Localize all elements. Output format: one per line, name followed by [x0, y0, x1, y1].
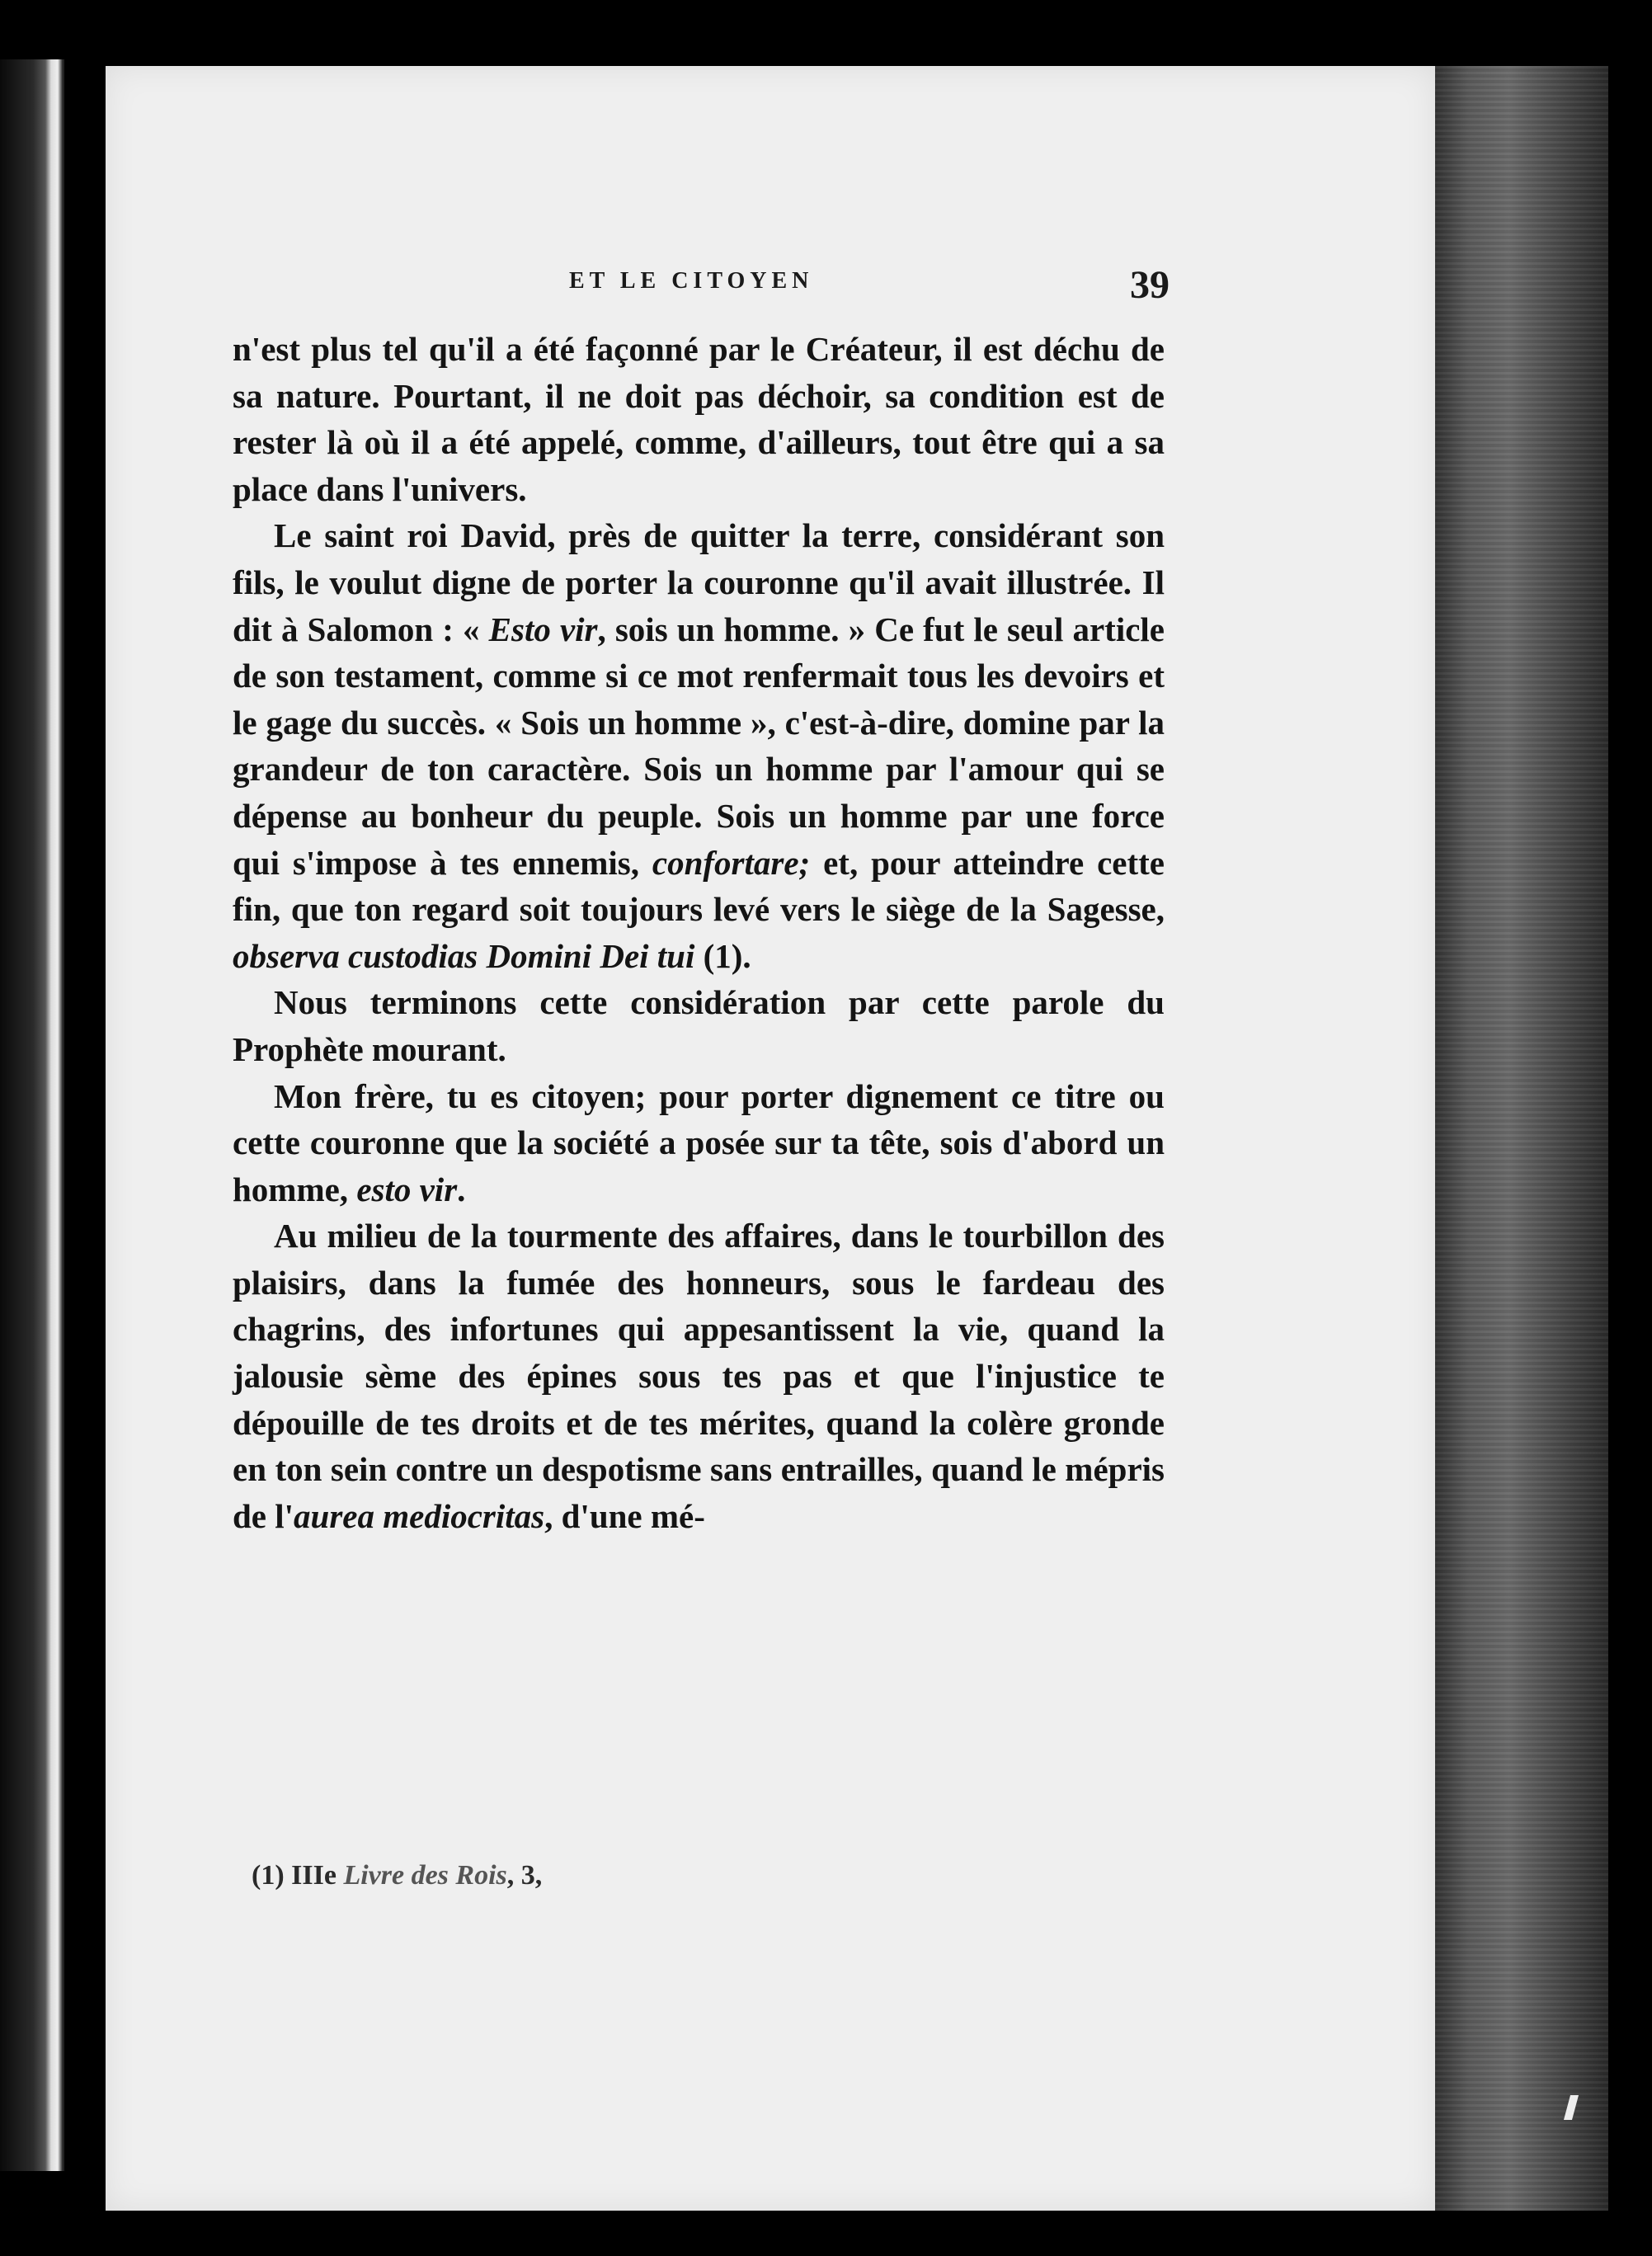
latin-phrase: Esto vir [488, 610, 598, 648]
paragraph [233, 979, 1165, 1072]
footnote-suffix: , 3, [506, 1860, 543, 1891]
text-segment: Nous terminons cette considération par cette parole du Prophète mourant. [233, 983, 1165, 1068]
text-segment: et, pour atteindre cette fin, que ton regard soit toujours levé vers le siège de la Sagesse, [233, 843, 1165, 929]
facing-page-edge [0, 59, 64, 2171]
page-number: 39 [1130, 263, 1170, 307]
latin-phrase: aurea mediocritas [294, 1496, 545, 1535]
text-segment: Le saint roi David, près de quitter la terre, considérant son fils, le voulut digne de porter la couronne qu'il avait illustrée. Il dit à Salomon : « [233, 516, 1165, 648]
latin-phrase: observa custodias Domini Dei tui [233, 936, 695, 975]
paragraph [233, 1213, 1165, 1539]
text-segment: (1). [694, 936, 751, 975]
paragraph [233, 326, 1165, 512]
footnote-title: Livre des Rois [343, 1860, 507, 1891]
text-segment: , d'une mé- [544, 1496, 705, 1535]
paragraph [233, 512, 1165, 979]
body-text [233, 326, 1165, 1539]
running-head: ET LE CITOYEN [569, 268, 814, 294]
paragraph [233, 1073, 1165, 1213]
text-segment: Mon frère, tu es citoyen; pour porter dignement ce titre ou cette couronne que la société a posée sur ta tête, sois d'abord un homme, [233, 1076, 1165, 1208]
text-segment: n'est plus tel qu'il a été façonné par le Créateur, il est déchu de sa nature. Pourtant, il ne doit pas déchoir, sa condition est de rester là où il a été appelé, comme, d'ailleurs, tout être qui a sa place dans l'univers. [233, 330, 1165, 508]
latin-phrase: confortare; [652, 843, 811, 882]
footnote [252, 1860, 542, 1891]
text-segment: Au milieu de la tourmente des affaires, dans le tourbillon des plaisirs, dans la fumée des honneurs, sous le fardeau des chagrins, des infortunes qui appesantissent la vie, quand la jalousie sème des épines sous tes pas et que l'injustice te dépouille de tes droits et de tes mérites, quand la colère gronde en ton sein contre un despotisme sans entrailles, quand le mépris de l' [233, 1217, 1165, 1535]
latin-phrase: esto vir [356, 1170, 458, 1208]
book-binding-edge [1435, 66, 1608, 2211]
text-segment: . [457, 1170, 466, 1208]
text-segment: , sois un homme. » Ce fut le seul article de son testament, comme si ce mot renfermait tous les devoirs et le gage du succès. « Sois un homme », c'est-à-dire, domine par la grandeur de ton caractère. Sois un homme par l'amour qui se dépense au bonheur du peuple. Sois un homme par une force qui s'impose à tes ennemis, [233, 610, 1165, 882]
footnote-prefix: (1) IIIe [252, 1860, 344, 1891]
